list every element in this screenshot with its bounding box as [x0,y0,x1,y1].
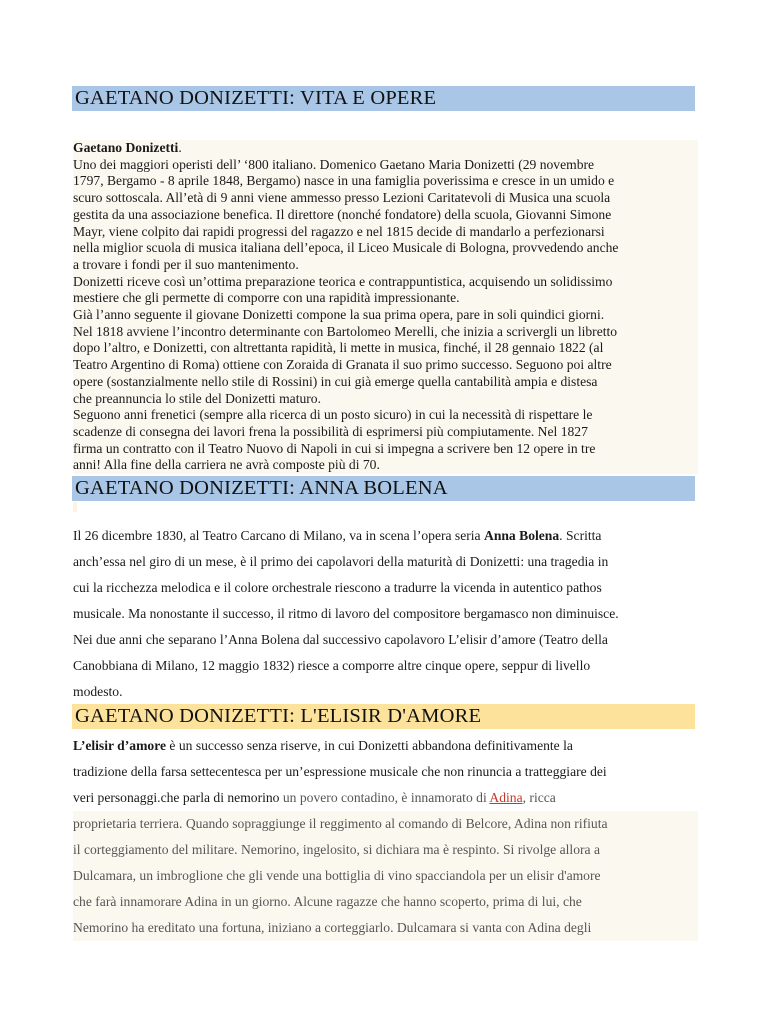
text-line: Uno dei maggiori operisti dell’ ‘800 italiano. Domenico Gaetano Maria Donizetti (29 novembre [73,156,595,172]
heading-elisir-damore: GAETANO DONIZETTI: L'ELISIR D'AMORE [72,704,695,729]
text-line: il corteggiamento del militare. Nemorino, ingelosito, si dichiara ma è respinto. Si rivolge allora a [73,842,600,857]
text-line: Nei due anni che separano l’Anna Bolena dal successivo capolavoro L’elisir d’amore (Teatro della [73,632,608,647]
text-line [73,785,698,811]
heading-anna-bolena: GAETANO DONIZETTI: ANNA BOLENA [72,476,695,501]
text-line: anch’essa nel giro di un mese, è il primo dei capolavori della maturità di Donizetti: una tragedia in [73,554,609,569]
subtitle-bold: Gaetano Donizetti [73,140,179,155]
text-line: nella miglior scuola di musica italiana dell’epoca, il Liceo Musicale di Bologna, provvedendo anche [73,240,619,256]
text-line: a trovare i fondi per il suo mantenimento. [73,256,299,272]
quoted-plot-block [73,811,698,941]
text-line: proprietaria terriera. Quando sopraggiunge il reggimento al comando di Belcore, Adina non rifiuta [73,816,608,831]
text-run-gray: un povero contadino, è innamorato di [282,790,490,805]
text-line: scadenze di consegna dei lavori frena la possibilità di esprimersi più compiutamente. Nel 1827 [73,423,588,439]
text-run: è un successo senza riserve, in cui Donizetti abbandona definitivamente la [166,738,573,753]
opera-title-bold: L’elisir d’amore [73,738,167,753]
text-line: Nemorino ha ereditato una fortuna, iniziano a corteggiarlo. Dulcamara si vanta con Adina degli [73,920,592,935]
text-line: 1797, Bergamo - 8 aprile 1848, Bergamo) nasce in una famiglia poverissima e cresce in un umido e [73,173,615,189]
text-line: Canobbiana di Milano, 12 maggio 1832) riesce a comporre altre cinque opere, seppur di livello [73,658,591,673]
text-line: opere (sostanzialmente nello stile di Rossini) in cui già emerge quella cantabilità ampia e distesa [73,373,598,389]
text-line: tradizione della farsa settecentesca per un’espressione musicale che non rinuncia a tratteggiare dei [73,764,607,779]
text-line: Seguono anni frenetici (sempre alla ricerca di un posto sicuro) in cui la necessità di rispettare le [73,407,593,423]
section-elisir-body [73,733,698,941]
text-run: veri personaggi.che parla di nemorino [73,790,283,805]
subtitle-tail: . [178,140,182,155]
text-line: musicale. Ma nonostante il successo, il ritmo di lavoro del compositore bergamasco non diminuisce. [73,606,619,621]
text-run: Il 26 dicembre 1830, al Teatro Carcano di Milano, va in scena l’opera seria [73,528,484,543]
text-line: che preannuncia lo stile del Donizetti maturo. [73,390,321,406]
text-run-gray: , ricca [522,790,556,805]
text-line: anni! Alla fine della carriera ne avrà composte più di 70. [73,457,380,473]
opera-title-bold: Anna Bolena [484,528,560,543]
paragraph-mark [73,502,77,512]
text-line [73,733,698,759]
text-line: mestiere che gli permette di comporre con una rapidità impressionante. [73,290,460,306]
text-line: Mayr, viene colpito dai rapidi progressi del ragazzo e nel 1815 decide di mandarlo a perfezionarsi [73,223,605,239]
text-line: Già l’anno seguente il giovane Donizetti compone la sua prima opera, pare in soli quindici giorni. [73,307,605,323]
heading-vita-e-opere: GAETANO DONIZETTI: VITA E OPERE [72,86,695,111]
subtitle-line [73,140,698,157]
section-anna-bolena-body [73,523,698,705]
text-line: firma un contratto con il Teatro Nuovo di Napoli in cui si impegna a scrivere ben 12 opere in tre [73,440,596,456]
text-line [73,523,698,549]
section-vita-body [73,140,698,474]
text-line: Nel 1818 avviene l’incontro determinante con Bartolomeo Merelli, che inizia a scrivergli un libretto [73,323,618,339]
text-line: Dulcamara, un imbroglione che gli vende una bottiglia di vino spacciandola per un elisir d'amore [73,868,601,883]
text-run: . Scritta [559,528,602,543]
text-line: modesto. [73,684,123,699]
text-line: che farà innamorare Adina in un giorno. Alcune ragazze che hanno scoperto, prima di lui, che [73,894,582,909]
text-line: gestita da una associazione benefica. Il direttore (nonché fondatore) della scuola, Giovanni Simone [73,206,612,222]
text-line: Teatro Argentino di Roma) ottiene con Zoraida di Granata il suo primo successo. Seguono poi altre [73,357,612,373]
text-line: scuro sottoscala. All’età di 9 anni viene ammesso presso Lezioni Caritatevoli di Musica una scuola [73,190,611,206]
text-line: dopo l’altro, e Donizetti, con altrettanta rapidità, li mette in musica, finché, il 28 gennaio 1822 (al [73,340,604,356]
adina-link[interactable]: Adina [489,790,523,805]
text-line: Donizetti riceve così un’ottima preparazione teorica e contrappuntistica, acquisendo un solidissimo [73,273,613,289]
text-line: cui la ricchezza melodica e il colore orchestrale riescono a tradurre la vicenda in autentico pathos [73,580,602,595]
